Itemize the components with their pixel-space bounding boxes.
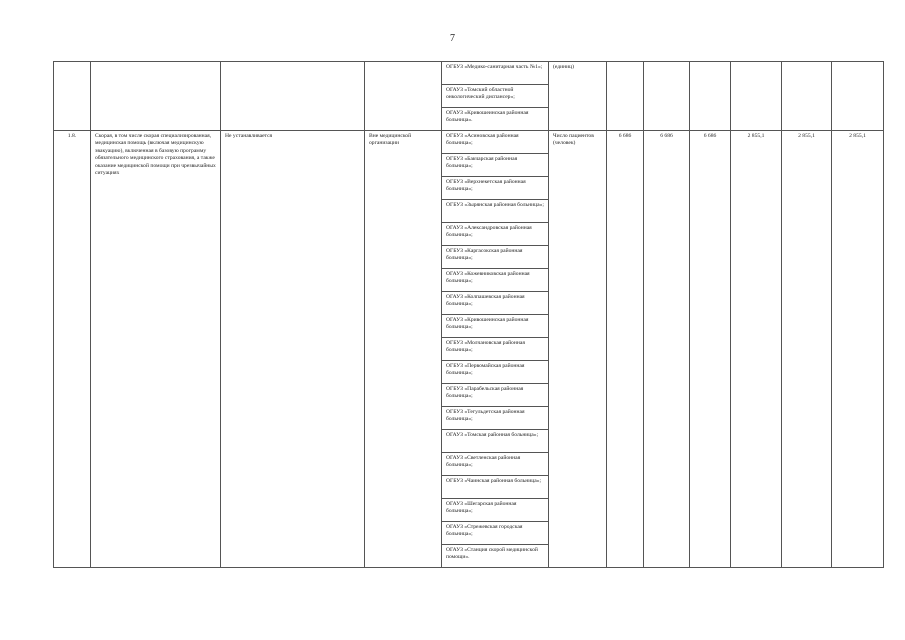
value-cell: 6 686: [607, 131, 644, 568]
cell-condition: [221, 62, 365, 131]
row-number: 1.8.: [54, 131, 91, 568]
organization-cell: ОГБУЗ «Молчановская районная больница»;: [442, 338, 549, 361]
organization-cell: ОГБУЗ «Чаинская районная больница»;: [442, 476, 549, 499]
table-row: [54, 62, 884, 85]
value-cell: [690, 62, 731, 131]
organization-cell: ОГАУЗ «Александровская районная больница»;: [442, 223, 549, 246]
service-description: Скорая, в том числе скорая специализированная, медицинская помощь (включая медицинскую эвакуацию), включенная в базовую программу обязательного медицинского страхования, а также оказание медицинской помощи при чрезвычайных ситуациях: [91, 131, 221, 568]
organization-cell: ОГАУЗ «Томский областной онкологический диспансер»;: [442, 85, 549, 108]
service-condition: Не устанавливается: [221, 131, 365, 568]
service-form: Вне медицинской организации: [365, 131, 442, 568]
organization-cell: ОГБУЗ «Верхнекетская районная больница»;: [442, 177, 549, 200]
unit-cell: Число пациентов (человек): [549, 131, 607, 568]
organization-cell: ОГАУЗ «Кривошеинская районная больница»;: [442, 315, 549, 338]
organization-cell: ОГАУЗ «Станция скорой медицинской помощи».: [442, 545, 549, 568]
organization-cell: ОГБУЗ «Зырянская районная больница»;: [442, 200, 549, 223]
unit-cell: (единиц): [549, 62, 607, 131]
value-cell: 6 686: [690, 131, 731, 568]
organization-cell: ОГБУЗ «Бакчарская районная больница»;: [442, 154, 549, 177]
organization-cell: ОГАУЗ «Кожевниковская районная больница»;: [442, 269, 549, 292]
organization-cell: ОГБУЗ «Первомайская районная больница»;: [442, 361, 549, 384]
organization-cell: ОГАУЗ «Шегарская районная больница»;: [442, 499, 549, 522]
value-cell: 2 855,1: [832, 131, 884, 568]
organization-cell: ОГАУЗ «Колпашевская районная больница»;: [442, 292, 549, 315]
table-row: [54, 131, 884, 154]
cell-number: [54, 62, 91, 131]
value-cell: [731, 62, 782, 131]
organization-cell: ОГБУЗ «Асиновская районная больница»;: [442, 131, 549, 154]
cell-description: [91, 62, 221, 131]
value-cell: 6 686: [644, 131, 690, 568]
value-cell: [644, 62, 690, 131]
value-cell: [782, 62, 832, 131]
organization-cell: ОГБУЗ «Каргасокская районная больница»;: [442, 246, 549, 269]
organization-cell: ОГБУЗ «Тегульдетская районная больница»;: [442, 407, 549, 430]
organization-cell: ОГАУЗ «Томская районная больница»;: [442, 430, 549, 453]
organization-cell: ОГАУЗ «Светленская районная больница»;: [442, 453, 549, 476]
cell-form: [365, 62, 442, 131]
value-cell: [832, 62, 884, 131]
value-cell: [607, 62, 644, 131]
organization-cell: ОГАУЗ «Кривошеинская районная больница».: [442, 108, 549, 131]
services-table: [53, 61, 884, 568]
value-cell: 2 855,1: [731, 131, 782, 568]
page-number: 7: [450, 33, 455, 44]
organization-cell: ОГБУЗ «Медико-санитарная часть №1»;: [442, 62, 549, 85]
organization-cell: ОГАУЗ «Стрежевская городская больница»;: [442, 522, 549, 545]
organization-cell: ОГБУЗ «Парабельская районная больница»;: [442, 384, 549, 407]
value-cell: 2 855,1: [782, 131, 832, 568]
